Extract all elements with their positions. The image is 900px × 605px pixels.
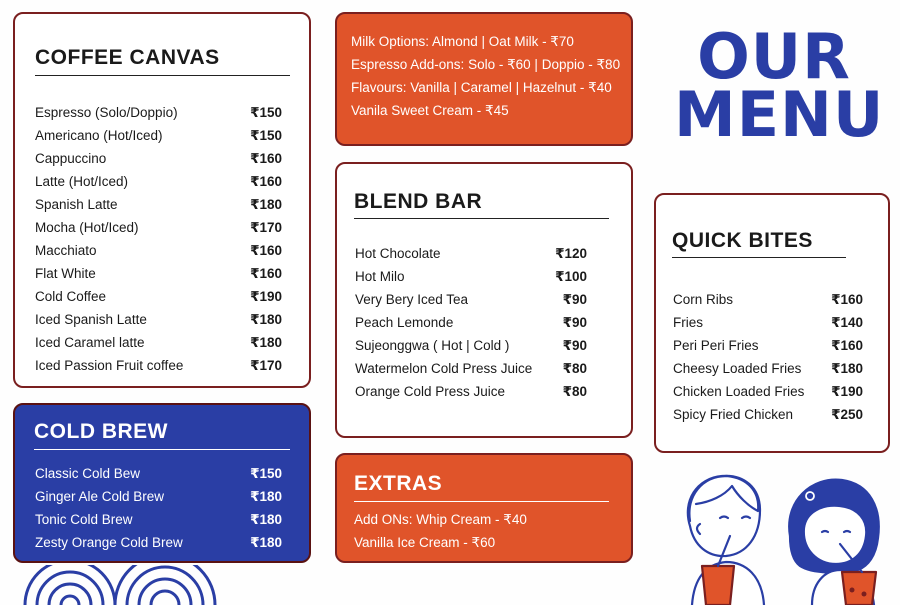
item-price: ₹160 xyxy=(831,337,863,353)
item-name: Sujeonggwa ( Hot | Cold ) xyxy=(355,338,510,353)
extras-line: Add ONs: Whip Cream - ₹40 xyxy=(354,512,527,527)
list-item xyxy=(355,334,587,357)
list-item xyxy=(35,308,282,331)
item-price: ₹180 xyxy=(250,534,282,550)
couple-drinking-illustration-icon xyxy=(672,466,897,605)
list-item xyxy=(35,193,282,216)
list-item xyxy=(35,531,282,554)
coffee-canvas-title: COFFEE CANVAS xyxy=(35,46,220,69)
option-line: Espresso Add-ons: Solo - ₹60 | Doppio - ₹80 xyxy=(351,57,621,72)
item-name: Zesty Orange Cold Brew xyxy=(35,535,183,550)
list-item xyxy=(355,357,587,380)
item-price: ₹160 xyxy=(250,265,282,281)
item-name: Macchiato xyxy=(35,243,97,258)
page-title xyxy=(674,20,885,151)
item-name: Peach Lemonde xyxy=(355,315,454,330)
list-item xyxy=(35,124,282,147)
item-name: Flat White xyxy=(35,266,96,281)
list-item xyxy=(35,147,282,170)
cold-brew-card xyxy=(13,403,311,563)
item-name: Latte (Hot/Iced) xyxy=(35,174,129,189)
item-name: Tonic Cold Brew xyxy=(35,512,133,527)
item-price: ₹180 xyxy=(250,334,282,350)
page-title-line1: OUR xyxy=(697,20,851,93)
blend-bar-card xyxy=(335,162,633,438)
list-item xyxy=(35,239,282,262)
item-price: ₹90 xyxy=(562,314,587,330)
item-price: ₹120 xyxy=(555,245,587,261)
item-price: ₹150 xyxy=(250,465,282,481)
extras-line: Vanilla Ice Cream - ₹60 xyxy=(354,535,496,550)
item-name: Cheesy Loaded Fries xyxy=(673,361,802,376)
item-name: Orange Cold Press Juice xyxy=(355,384,506,399)
item-name: Iced Spanish Latte xyxy=(35,312,147,327)
list-item xyxy=(35,101,282,124)
list-item xyxy=(35,170,282,193)
item-name: Corn Ribs xyxy=(673,292,734,307)
item-price: ₹80 xyxy=(562,383,587,399)
list-item xyxy=(673,288,863,311)
list-item xyxy=(355,380,587,403)
item-price: ₹90 xyxy=(562,291,587,307)
coffee-canvas-list xyxy=(35,101,282,377)
quick-bites-divider xyxy=(672,257,846,258)
item-price: ₹180 xyxy=(250,311,282,327)
coffee-canvas-divider xyxy=(35,75,290,76)
item-name: Espresso (Solo/Doppio) xyxy=(35,105,178,120)
item-price: ₹250 xyxy=(831,406,863,422)
option-line: Vanila Sweet Cream - ₹45 xyxy=(351,103,509,118)
item-price: ₹180 xyxy=(250,511,282,527)
item-name: Iced Caramel latte xyxy=(35,335,145,350)
item-price: ₹160 xyxy=(250,173,282,189)
blend-bar-list xyxy=(355,242,587,403)
list-item xyxy=(35,331,282,354)
item-price: ₹80 xyxy=(562,360,587,376)
list-item xyxy=(35,262,282,285)
blend-bar-divider xyxy=(354,218,609,219)
item-name: Cold Coffee xyxy=(35,289,107,304)
list-item xyxy=(355,311,587,334)
cold-brew-title: COLD BREW xyxy=(34,420,168,443)
list-item xyxy=(35,285,282,308)
item-price: ₹190 xyxy=(831,383,863,399)
cold-brew-list xyxy=(35,462,282,554)
item-name: Cappuccino xyxy=(35,151,107,166)
list-item xyxy=(35,462,282,485)
item-price: ₹160 xyxy=(250,242,282,258)
list-item xyxy=(35,354,282,377)
item-name: Ginger Ale Cold Brew xyxy=(35,489,165,504)
list-item xyxy=(35,508,282,531)
option-line: Flavours: Vanilla | Caramel | Hazelnut - ₹40 xyxy=(351,80,612,95)
list-item xyxy=(673,334,863,357)
item-name: Very Bery Iced Tea xyxy=(355,292,469,307)
item-name: Spicy Fried Chicken xyxy=(673,407,794,422)
item-price: ₹170 xyxy=(250,357,282,373)
item-name: Hot Milo xyxy=(355,269,405,284)
list-item xyxy=(35,485,282,508)
item-price: ₹180 xyxy=(831,360,863,376)
quick-bites-title: QUICK BITES xyxy=(672,229,813,252)
item-price: ₹190 xyxy=(250,288,282,304)
item-name: Spanish Latte xyxy=(35,197,118,212)
item-price: ₹170 xyxy=(250,219,282,235)
item-price: ₹180 xyxy=(250,196,282,212)
list-item xyxy=(673,311,863,334)
cold-brew-divider xyxy=(34,449,290,450)
item-price: ₹140 xyxy=(831,314,863,330)
item-name: Hot Chocolate xyxy=(355,246,441,261)
list-item xyxy=(355,242,587,265)
item-price: ₹100 xyxy=(555,268,587,284)
item-name: Fries xyxy=(673,315,703,330)
item-price: ₹160 xyxy=(831,291,863,307)
options-list xyxy=(351,30,620,122)
item-price: ₹90 xyxy=(562,337,587,353)
extras-title: EXTRAS xyxy=(354,472,443,495)
blend-bar-title: BLEND BAR xyxy=(354,190,483,213)
list-item xyxy=(673,380,863,403)
quick-bites-list xyxy=(673,288,863,426)
item-name: Mocha (Hot/Iced) xyxy=(35,220,139,235)
wave-decoration-icon xyxy=(15,565,225,605)
list-item xyxy=(673,357,863,380)
item-price: ₹180 xyxy=(250,488,282,504)
extras-card xyxy=(335,453,633,563)
coffee-canvas-card xyxy=(13,12,311,388)
item-name: Watermelon Cold Press Juice xyxy=(355,361,533,376)
item-name: Classic Cold Bew xyxy=(35,466,141,481)
list-item xyxy=(35,216,282,239)
list-item xyxy=(673,403,863,426)
item-name: Iced Passion Fruit coffee xyxy=(35,358,184,373)
item-name: Chicken Loaded Fries xyxy=(673,384,805,399)
options-card xyxy=(335,12,633,146)
item-price: ₹160 xyxy=(250,150,282,166)
item-name: Peri Peri Fries xyxy=(673,338,759,353)
quick-bites-card xyxy=(654,193,890,453)
list-item xyxy=(355,288,587,311)
item-name: Americano (Hot/Iced) xyxy=(35,128,163,143)
extras-list xyxy=(354,508,527,554)
extras-divider xyxy=(354,501,609,502)
list-item xyxy=(355,265,587,288)
page-title-line2: MENU xyxy=(674,78,885,151)
option-line: Milk Options: Almond | Oat Milk - ₹70 xyxy=(351,34,574,49)
item-price: ₹150 xyxy=(250,127,282,143)
item-price: ₹150 xyxy=(250,104,282,120)
